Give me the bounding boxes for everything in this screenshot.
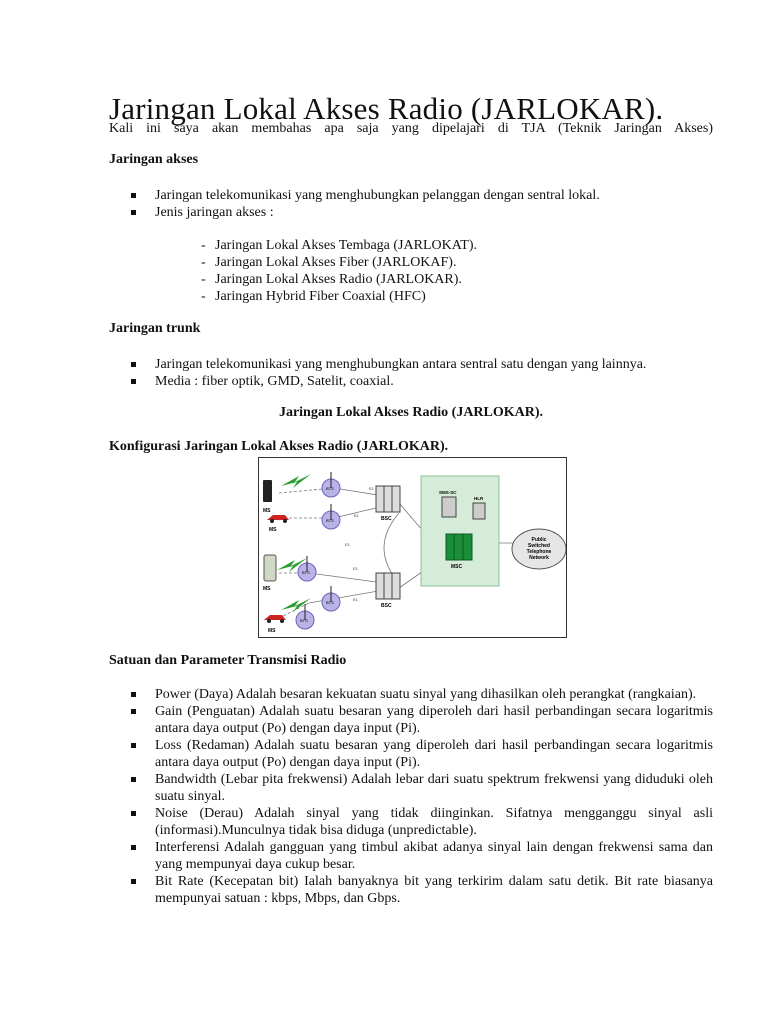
list-item: Gain (Penguatan) Adalah suatu besaran yang diperoleh dari hasil perbandingan secara logaritmis antara daya output (Po) dengan daya input (Pi). — [109, 703, 713, 737]
bullet-icon — [131, 362, 136, 367]
svg-text:SMS-SC: SMS-SC — [439, 490, 457, 495]
bts-icon — [298, 556, 316, 581]
bullet-icon — [131, 811, 136, 816]
list-item: - Jaringan Lokal Akses Fiber (JARLOKAF). — [201, 255, 457, 270]
car-icon — [267, 515, 289, 533]
svg-text:MS: MS — [268, 628, 276, 634]
bts-nodes — [296, 472, 340, 629]
svg-text:BTS: BTS — [326, 600, 334, 605]
list-item: Jaringan telekomunikasi yang menghubungkan antara sentral satu dengan yang lainnya. — [109, 356, 713, 373]
list-item: Bit Rate (Kecepatan bit) Ialah banyaknya bit yang terkirim dalam satu detik. Bit rate biasanya mempunyai satuan : kbps, Mbps, dan Gbps. — [109, 873, 713, 907]
e1-label: E1 — [345, 542, 350, 547]
hlr-node — [473, 496, 485, 519]
akses-types-list — [201, 237, 477, 305]
svg-text:BTS: BTS — [326, 486, 334, 491]
list-item: Bandwidth (Lebar pita frekwensi) Adalah lebar dari suatu spektrum frekwensi yang diduduki oleh suatu sinyal. — [109, 771, 713, 805]
svg-text:MS: MS — [263, 508, 271, 514]
svg-text:HLR: HLR — [474, 496, 484, 501]
section-title: Jaringan Lokal Akses Radio (JARLOKAR). — [278, 405, 544, 420]
svg-text:Network: Network — [529, 555, 549, 561]
bts-icon — [322, 504, 340, 529]
svg-text:MSC: MSC — [451, 564, 463, 570]
e1-label: E1 — [354, 513, 359, 518]
intro-paragraph: Kali ini saya akan membahas apa saja yang dipelajari di TJA (Teknik Jaringan Akses) — [109, 121, 713, 136]
sms-sc-node — [439, 490, 457, 517]
bullet-icon — [131, 692, 136, 697]
bullet-icon — [131, 709, 136, 714]
params-bullet-list — [109, 686, 713, 907]
bullet-icon — [131, 379, 136, 384]
trunk-bullet-list — [109, 356, 713, 390]
mobile-station-icon — [263, 480, 272, 514]
heading-jaringan-trunk: Jaringan trunk — [109, 321, 201, 336]
params-heading: Satuan dan Parameter Transmisi Radio — [109, 653, 347, 668]
list-item: - Jaringan Lokal Akses Radio (JARLOKAR). — [201, 272, 462, 287]
svg-text:Telephone: Telephone — [526, 549, 552, 555]
list-item: Power (Daya) Adalah besaran kekuatan suatu sinyal yang dihasilkan oleh perangkat (rangkaian). — [109, 686, 713, 703]
bullet-icon — [131, 743, 136, 748]
pstn-cloud-icon — [512, 529, 566, 569]
bsc-node — [376, 573, 400, 609]
svg-text:MS: MS — [263, 586, 271, 592]
bullet-icon — [131, 210, 136, 215]
e1-label: E1 — [353, 597, 358, 602]
list-item: Media : fiber optik, GMD, Satelit, coaxial. — [109, 373, 713, 390]
car-icon — [264, 615, 286, 634]
list-item: Noise (Derau) Adalah sinyal yang tidak diinginkan. Sifatnya mengganggu sinyal asli (informasi).Munculnya tidak bisa diduga (unpredictable). — [109, 805, 713, 839]
list-item: Jenis jaringan akses : — [109, 204, 713, 221]
radio-link-icons — [277, 474, 311, 612]
svg-text:MS: MS — [269, 527, 277, 533]
network-diagram — [258, 457, 567, 638]
e1-label: E1 — [353, 566, 358, 571]
list-item: - Jaringan Lokal Akses Tembaga (JARLOKAT). — [201, 238, 477, 253]
bullet-icon — [131, 845, 136, 850]
bullet-icon — [131, 879, 136, 884]
mobile-station-icon — [263, 555, 276, 592]
svg-text:Public: Public — [531, 537, 547, 543]
bts-icon — [322, 586, 340, 611]
svg-text:BSC: BSC — [381, 516, 392, 522]
svg-text:Switched: Switched — [528, 543, 550, 549]
config-heading: Konfigurasi Jaringan Lokal Akses Radio (JARLOKAR). — [109, 439, 449, 454]
list-item: Interferensi Adalah gangguan yang timbul akibat adanya sinyal lain dengan frekwensi sama dan yang mempunyai daya cukup besar. — [109, 839, 713, 873]
e1-label: E1 — [369, 486, 374, 491]
list-item: Loss (Redaman) Adalah suatu besaran yang diperoleh dari hasil perbandingan secara logaritmis antara daya output (Po) dengan daya input (Pi). — [109, 737, 713, 771]
bullet-icon — [131, 193, 136, 198]
svg-text:BTS: BTS — [302, 570, 310, 575]
svg-text:BTS: BTS — [300, 618, 308, 623]
list-item: Jaringan telekomunikasi yang menghubungkan pelanggan dengan sentral lokal. — [109, 187, 713, 204]
akses-bullet-list — [109, 187, 713, 221]
bullet-icon — [131, 777, 136, 782]
list-item: - Jaringan Hybrid Fiber Coaxial (HFC) — [201, 289, 426, 304]
svg-text:BTS: BTS — [326, 518, 334, 523]
page-title: Jaringan Lokal Akses Radio (JARLOKAR). — [109, 90, 664, 126]
bts-icon — [322, 472, 340, 497]
svg-text:BSC: BSC — [381, 603, 392, 609]
heading-jaringan-akses: Jaringan akses — [109, 152, 199, 167]
